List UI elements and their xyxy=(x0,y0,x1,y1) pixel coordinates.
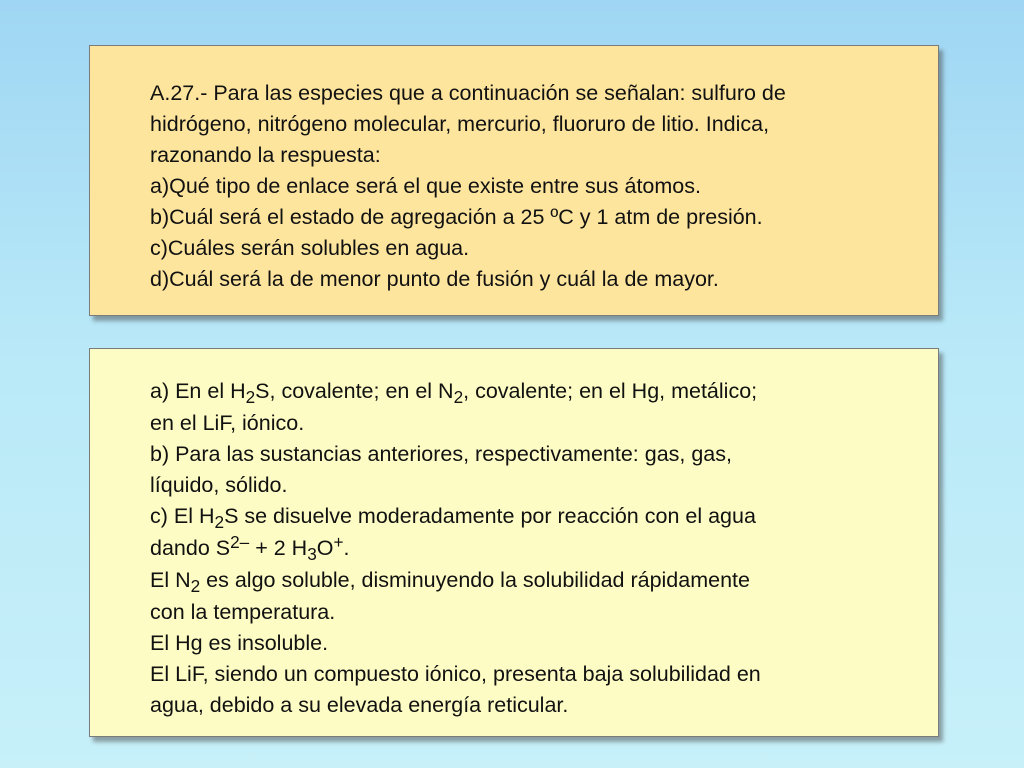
subscript: 2 xyxy=(190,575,201,596)
text: dando S xyxy=(150,536,231,560)
question-line: razonando la respuesta: xyxy=(150,143,381,167)
text: El N xyxy=(150,568,191,592)
text: es algo soluble, disminuyendo la solubilidad rápidamente xyxy=(200,568,750,592)
subscript: 3 xyxy=(307,543,317,564)
text: S se disuelve moderadamente por reacción con el agua xyxy=(224,504,756,528)
answer-lif-line-2: agua, debido a su elevada energía reticular. xyxy=(150,693,569,717)
text: S, covalente; en el N xyxy=(255,379,454,403)
answer-text xyxy=(150,376,918,721)
answer-a-line xyxy=(150,376,918,408)
answer-a-line-2: en el LiF, iónico. xyxy=(150,411,305,435)
text: . xyxy=(343,536,350,560)
answer-hg-line: El Hg es insoluble. xyxy=(150,631,329,655)
answer-c-line-2 xyxy=(150,533,918,565)
superscript: 2– xyxy=(230,531,250,552)
question-line: hidrógeno, nitrógeno molecular, mercurio, fluoruro de litio. Indica, xyxy=(150,112,770,136)
text: O xyxy=(316,536,334,560)
answer-c-line xyxy=(150,501,918,533)
answer-lif-line: El LiF, siendo un compuesto iónico, presenta baja solubilidad en xyxy=(150,662,761,686)
question-text xyxy=(150,78,918,295)
subscript: 2 xyxy=(453,386,464,407)
question-item-b: b)Cuál será el estado de agregación a 25 ºC y 1 atm de presión. xyxy=(150,205,763,229)
subscript: 2 xyxy=(214,511,225,532)
answer-n2-line xyxy=(150,565,918,597)
question-line: A.27.- Para las especies que a continuación se señalan: sulfuro de xyxy=(150,81,786,105)
question-box xyxy=(89,45,939,316)
question-item-c: c)Cuáles serán solubles en agua. xyxy=(150,236,470,260)
text: a) En el H xyxy=(150,379,246,403)
text: , covalente; en el Hg, metálico; xyxy=(463,379,758,403)
superscript: + xyxy=(333,531,344,552)
text: + 2 H xyxy=(249,536,308,560)
subscript: 2 xyxy=(245,386,256,407)
answer-b-line-2: líquido, sólido. xyxy=(150,473,288,497)
question-item-a: a)Qué tipo de enlace será el que existe entre sus átomos. xyxy=(150,174,701,198)
question-item-d: d)Cuál será la de menor punto de fusión y cuál la de mayor. xyxy=(150,267,719,291)
answer-b-line: b) Para las sustancias anteriores, respectivamente: gas, gas, xyxy=(150,442,732,466)
answer-n2-line-2: con la temperatura. xyxy=(150,600,336,624)
text: c) El H xyxy=(150,504,215,528)
answer-box xyxy=(89,348,939,737)
